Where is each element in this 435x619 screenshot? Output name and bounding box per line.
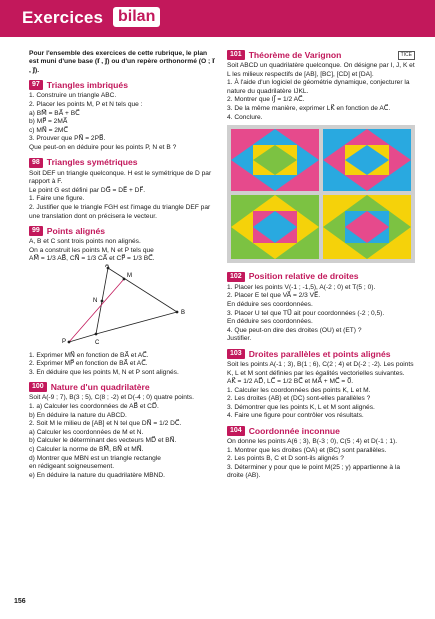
ex97-line-2: 2. Placer les points M, P et N tels que : <box>29 101 143 109</box>
exercise-title: Droites parallèles et points alignés <box>248 348 391 359</box>
exercise-title: Triangles imbriqués <box>46 80 128 91</box>
ex102-line-5: En déduire ses coordonnées. <box>227 318 313 326</box>
ex102-line-1: 1. Placer les points V(-1 ; -1,5), A(-2 ; 0) et T(5 ; 0). <box>227 283 376 291</box>
ex100-line-1: Soit A(-9 ; 7), B(3 ; 5), C(8 ; -2) et D(-4 ; 0) quatre points. <box>29 394 194 402</box>
ex100-line-7: c) Calculer la norme de BM⃗, BN⃗ et MN⃗. <box>29 445 144 453</box>
exercise-number: 98 <box>29 158 43 168</box>
ex99-line-6: 3. En déduire que les points M, N et P sont alignés. <box>29 368 179 376</box>
label-a: A <box>105 263 110 269</box>
ex104-line-4: 3. Déterminer y pour que le point M(25 ; y) appartienne à la droite (AB). <box>227 463 400 480</box>
ex98-line-4: 2. Justifier que le triangle FGH est l'image du triangle DEF par une translation dont on précisera le vecteur. <box>29 204 211 220</box>
ex98-line-1: Soit DEF un triangle quelconque. H est le symétrique de D par rapport à F. <box>29 169 212 186</box>
exercise-104 <box>227 426 415 481</box>
exercise-102 <box>227 272 415 344</box>
exercise-100 <box>29 382 217 480</box>
right-column <box>227 50 415 486</box>
exercise-97 <box>29 80 217 152</box>
ex99-line-3: AM⃗ = 1/3 AB⃗, CN⃗ = 1/3 CA⃗ et CP⃗ = 1/3 BC⃗. <box>29 255 155 263</box>
ex97-line-3: a) BM⃗ = BA⃗ + BC⃗ <box>29 109 80 117</box>
exercise-title: Nature d'un quadrilatère <box>50 382 150 393</box>
exercise-number: 99 <box>29 226 43 236</box>
exercise-99 <box>29 226 217 377</box>
ex102-line-7: Justifier. <box>227 335 252 343</box>
exercise-title: Coordonnée inconnue <box>248 425 340 436</box>
ex101-line-1: Soit ABCD un quadrilatère quelconque. On désigne par I, J, K et L les milieux respectifs de [AB], [BC], [CD] et [DA]. <box>227 62 415 78</box>
ex100-line-9: en rédigeant soigneusement. <box>29 463 115 471</box>
ex100-line-8: d) Montrer que MBN est un triangle rectangle <box>29 454 161 462</box>
ex99-line-4: 1. Exprimer MN⃗ en fonction de BA⃗ et AC⃗. <box>29 351 149 359</box>
ex99-line-2: On a construit les points M, N et P tels que <box>29 246 154 254</box>
exercise-104-header <box>227 426 415 436</box>
point-b <box>176 311 179 314</box>
ex97-line-7: Que peut-on en déduire pour les points P, N et B ? <box>29 144 177 152</box>
ex100-line-3: b) En déduire la nature du ABCD. <box>29 411 127 419</box>
point-n <box>101 300 104 303</box>
segment-ab <box>108 268 177 312</box>
ex100-line-4: 2. Soit M le milieu de [AB] et N tel que DN⃗ = 1/2 DC⃗. <box>29 420 182 428</box>
ex98-line-2: Le point G est défini par DG⃗ = DE⃗ + DF⃗. <box>29 186 146 194</box>
ex103-line-2: AK⃗ = 1/2 AD⃗, LC⃗ = 1/2 BC⃗ et MA⃗ + MC⃗ = 0⃗. <box>227 378 354 386</box>
varignon-quilt-image <box>227 125 415 263</box>
ex102-line-2: 2. Placer E tel que VA⃗ = 2/3 VE⃗. <box>227 292 321 300</box>
exercise-98-header <box>29 158 217 168</box>
ex99-line-5: 2. Exprimer MP⃗ en fonction de BA⃗ et AC⃗. <box>29 360 148 368</box>
intro-text: Pour l'ensemble des exercices de cette rubrique, le plan est muni d'une base (i⃗ , j⃗) ou d'un repère orthonormé (O ; i⃗ , j⃗). <box>29 49 215 74</box>
exercise-102-header <box>227 272 415 282</box>
ex102-line-3: En déduire ses coordonnées. <box>227 300 313 308</box>
exercise-100-header <box>29 382 217 392</box>
ex103-line-6: 4. Faire une figure pour contrôler vos résultats. <box>227 412 364 420</box>
point-m <box>123 278 126 281</box>
exercise-98 <box>29 158 217 222</box>
segment-bc <box>96 312 177 334</box>
exercise-number: 100 <box>29 382 47 392</box>
tice-badge: TICE <box>398 51 415 60</box>
exercise-101 <box>227 50 415 267</box>
ex100-line-10: e) En déduire la nature du quadrilatère MBND. <box>29 471 165 479</box>
ex102-line-4: 3. Placer U tel que TU⃗ ait pour coordonnées (-2 ; 0,5). <box>227 309 385 317</box>
ex104-line-2: 1. Montrer que les droites (OA) et (BC) sont parallèles. <box>227 446 387 454</box>
triangle-figure <box>29 264 217 348</box>
exercise-101-header <box>227 50 415 60</box>
segment-pc <box>69 334 96 342</box>
ex101-line-2: 1. À l'aide d'un logiciel de géométrie dynamique, conjecturer la nature du quadrilatère IJKL. <box>227 79 410 95</box>
exercise-103-header <box>227 349 415 359</box>
ex99-line-1: A, B et C sont trois points non alignés. <box>29 238 141 246</box>
exercise-99-header <box>29 226 217 236</box>
label-n: N <box>93 297 98 304</box>
page-number: 156 <box>14 598 26 605</box>
exercise-number: 102 <box>227 272 245 282</box>
label-m: M <box>127 272 132 279</box>
exercise-title: Position relative de droites <box>248 271 359 282</box>
ex97-line-1: 1. Construire un triangle ABC. <box>29 92 117 100</box>
ex101-line-4: 3. De la même manière, exprimer LK⃗ en fonction de AC⃗. <box>227 104 391 112</box>
section-title: Exercices <box>22 8 104 27</box>
ex103-line-1: Soit les points A(-1 ; 3), B(1 ; 6), C(2 ; 4) et D(-2 ; -2). Les points K, L et M sont définies par les égalités vectorielles suivantes. <box>227 360 414 377</box>
ex101-line-3: 2. Montrer que IJ⃗ = 1/2 AC⃗. <box>227 96 305 104</box>
exercise-number: 104 <box>227 426 245 436</box>
exercise-103 <box>227 349 415 421</box>
point-c <box>95 333 98 336</box>
section-badge: bilan <box>113 7 160 27</box>
ex97-line-5: c) MN⃗ = 2MC⃗ <box>29 126 69 134</box>
exercise-title: Triangles symétriques <box>46 157 138 168</box>
ex98-line-3: 1. Faire une figure. <box>29 195 85 203</box>
ex103-line-4: 2. Les droites (AB) et (DC) sont-elles parallèles ? <box>227 395 371 403</box>
point-p <box>68 341 71 344</box>
ex104-line-3: 2. Les points B, C et D sont-ils alignés ? <box>227 455 344 463</box>
exercise-97-header <box>29 80 217 90</box>
ex100-line-5: a) Calculer les coordonnées de M et N. <box>29 428 144 436</box>
ex102-line-6: 4. Que peut-on dire des droites (OU) et (ET) ? <box>227 326 362 334</box>
left-column <box>29 43 217 485</box>
ex103-line-5: 3. Démontrer que les points K, L et M sont alignés. <box>227 403 375 411</box>
label-c: C <box>95 339 100 346</box>
ex103-line-3: 1. Calculer les coordonnées des points K, L et M. <box>227 386 371 394</box>
exercise-title: Théorème de Varignon <box>248 49 342 60</box>
exercise-number: 101 <box>227 50 245 60</box>
ex100-line-2: 1. a) Calculer les coordonnées de AB⃗ et CD⃗. <box>29 402 159 410</box>
ex104-line-1: On donne les points A(6 ; 3), B(-3 ; 0), C(5 ; 4) et D(-1 ; 1). <box>227 438 398 446</box>
ex97-line-6: 3. Prouver que PN⃗ = 2PB⃗. <box>29 135 106 143</box>
exercise-number: 103 <box>227 349 245 359</box>
page-header <box>0 0 435 37</box>
ex100-line-6: b) Calculer le déterminant des vecteurs MD⃗ et BN⃗. <box>29 437 177 445</box>
label-p: P <box>62 338 67 345</box>
exercise-number: 97 <box>29 80 43 90</box>
exercise-title: Points alignés <box>46 225 106 236</box>
ex97-line-4: b) MP⃗ = 2MA⃗ <box>29 118 68 126</box>
ex101-line-5: 4. Conclure. <box>227 113 263 121</box>
label-b: B <box>181 309 186 316</box>
